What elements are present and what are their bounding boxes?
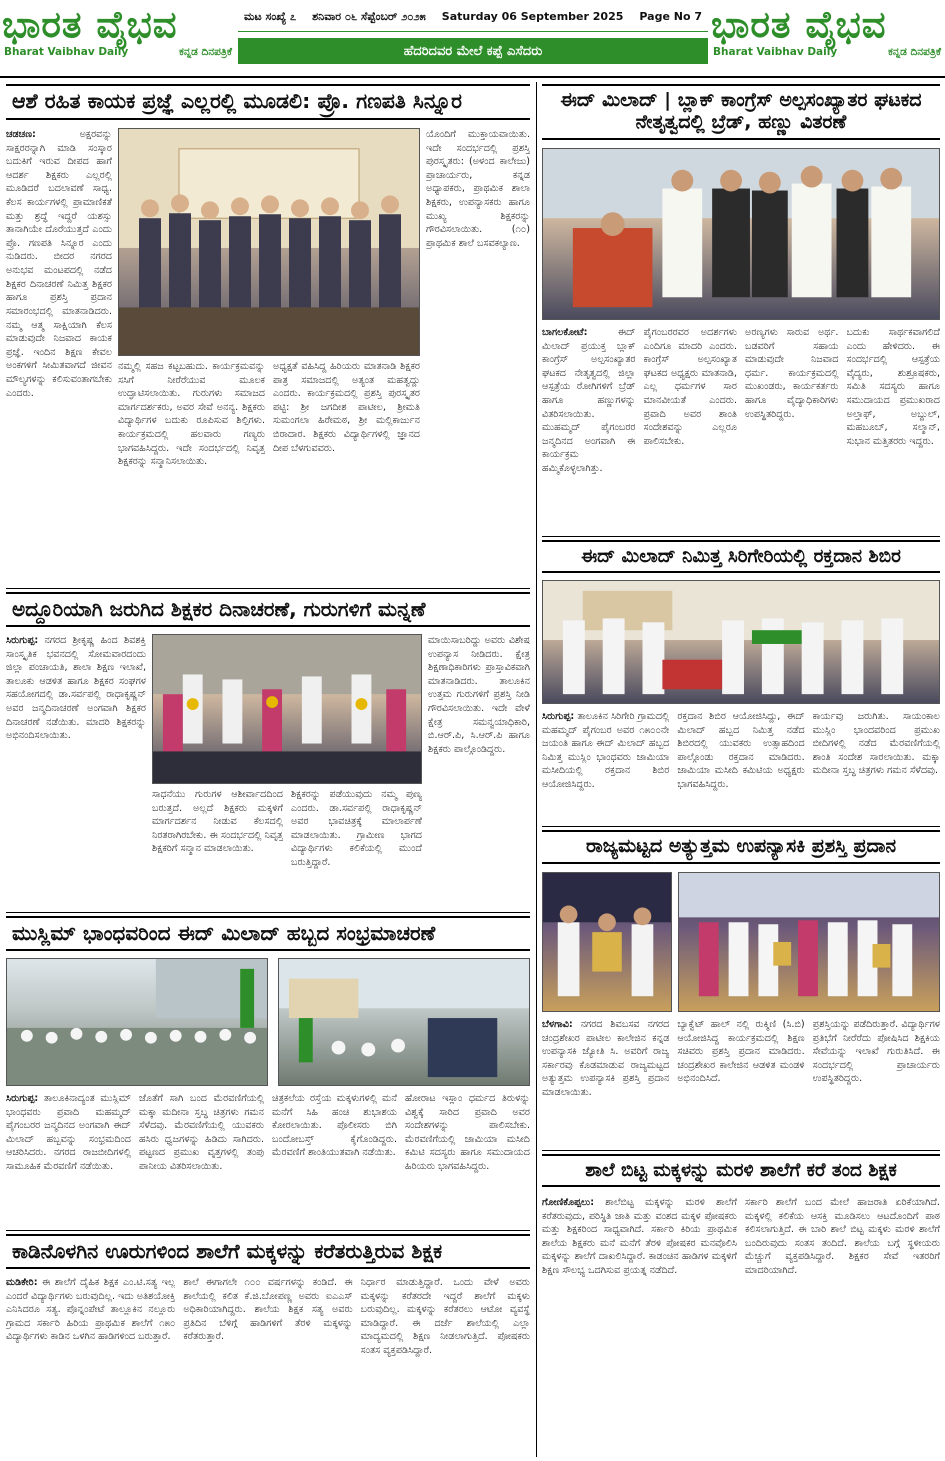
logo-english: Bharat Vaibhav Daily <box>4 46 129 58</box>
divider <box>542 536 940 537</box>
dateline: ಸಿರುಗುಪ್ಪ: <box>542 711 575 722</box>
logo-left <box>2 2 234 72</box>
body-text: ಅರಣ್ಯಗಳು ಸಾರುವ ಅರ್ಥ. ಬಡವರಿಗೆ ಸಹಾಯ ಮಾಡುವುದೇ ನಿಜವಾದ ಧರ್ಮ. ಕಾರ್ಯಕ್ರಮದಲ್ಲಿ ಮುಖಂಡರು, ಕಾರ್ಯಕರ್ತರು ಹಾಗೂ ವೈದ್ಯಾಧಿಕಾರಿಗಳು ಉಪಸ್ಥಿತರಿದ್ದರು. <box>745 327 839 420</box>
body-text: ಮಾಯಿಸಾಬರಿದ್ದು ಅವರು ವಿಶೇಷ ಉಪನ್ಯಾಸ ನೀಡಿದರು. ಕ್ಷೇತ್ರ ಶಿಕ್ಷಣಾಧಿಕಾರಿಗಳು ಪ್ರಾಸ್ತಾವಿಕವಾಗಿ ಮಾತನಾಡಿದರು. ತಾಲೂಕಿನ ಉತ್ತಮ ಗುರುಗಳಿಗೆ ಪ್ರಶಸ್ತಿ ನೀಡಿ ಗೌರವಿಸಲಾಯಿತು. ಇದೇ ವೇಳೆ ಕ್ಷೇತ್ರ ಸಮನ್ವಯಾಧಿಕಾರಿ, ಬಿ.ಆರ್.ಪಿ, ಸಿ.ಆರ್.ಪಿ ಹಾಗೂ ಶಿಕ್ಷಕರು ಪಾಲ್ಗೊಂಡಿದ್ದರು. <box>428 635 530 755</box>
body-text: ಚಿತ್ರಕಲೆಯ ರಸ್ತೆಯ ಮಕ್ಕಳುಗಳಲ್ಲಿ ಮನೆ ಮನೆಗೆ ಸಿಹಿ ಹಂಚಿ ಶುಭಾಶಯ ಕೋರಲಾಯಿತು. ಪೊಲೀಸರು ಬಿಗಿ ಬಂದೋಬಸ್ತ್ ಕೈಗೊಂಡಿದ್ದರು. ಮೆರವಣಿಗೆ ಶಾಂತಿಯುತವಾಗಿ ನಡೆಯಿತು. <box>272 1093 397 1159</box>
body-text: ಕಾರ್ಯವು ಜರುಗಿತು. ಸಾಯಂಕಾಲ ಮುಸ್ಲಿಂ ಭಾಂದವರಿಂದ ಪ್ರಮುಖ ಬೀದಿಗಳಲ್ಲಿ ನಡೆದ ಮೆರವಣಿಗೆಯಲ್ಲಿ ಶಾಂತಿ ಸಂದೇಶ ಸಾರಲಾಯಿತು. ಮಕ್ಕಾ ಮದೀನಾ ಸ್ತಬ್ಧ ಚಿತ್ರಗಳು ಗಮನ ಸೆಳೆದವು. <box>812 711 940 777</box>
headline: ಅದ್ದೂರಿಯಾಗಿ ಜರುಗಿದ ಶಿಕ್ಷಕರ ದಿನಾಚರಣೆ, ಗುರುಗಳಿಗೆ ಮನ್ನಣೆ <box>6 592 530 627</box>
divider <box>6 912 530 913</box>
photo-blood-donation <box>542 580 940 704</box>
body-text: ನಗರದ ಶಿವಬಸವ ನಗರದ ಚಂದ್ರಶೇಖರ ಪಾಟೀಲ ಕಾಲೇಜಿನ ಕನ್ನಡ ಉಪನ್ಯಾಸಕಿ ಜ್ಯೋತಿ ಸಿ. ಅವರಿಗೆ ರಾಜ್ಯ ಸರ್ಕಾರವು ಕೊಡಮಾಡುವ ರಾಜ್ಯಮಟ್ಟದ ಅತ್ಯುತ್ತಮ ಉಪನ್ಯಾಸಕಿ ಪ್ರಶಸ್ತಿ ಪ್ರದಾನ ಮಾಡಲಾಯಿತು. <box>542 1019 670 1099</box>
page-number: Page No 7 <box>639 10 702 23</box>
body-text: ರಕ್ತದಾನ ಶಿಬಿರ ಆಯೋಜಿಸಿದ್ದು, ಈದ್ ಮಿಲಾದ್ ಹಬ್ಬದ ನಿಮಿತ್ತ ನಡೆದ ಶಿಬಿರದಲ್ಲಿ ಯುವಕರು ಉತ್ಸಾಹದಿಂದ ಪಾಲ್ಗೊಂಡು ರಕ್ತದಾನ ಮಾಡಿದರು. ಜಾಮಿಯಾ ಮಸೀದಿ ಕಮಿಟಿಯ ಅಧ್ಯಕ್ಷರು ಭಾಗವಹಿಸಿದ್ದರು. <box>677 711 805 791</box>
headline: ಆಶೆ ರಹಿತ ಕಾಯಕ ಪ್ರಜ್ಞೆ ಎಲ್ಲರಲ್ಲಿ ಮೂಡಲಿ: ಪ್ರೊ. ಗಣಪತಿ ಸಿನ್ನೂರ <box>6 84 530 120</box>
divider <box>6 588 530 589</box>
logo-title: ಭಾರತ ವೈಭವ <box>2 2 178 46</box>
date-english: Saturday 06 September 2025 <box>441 10 624 23</box>
logo-kannada-sub: ಕನ್ನಡ ದಿನಪತ್ರಿಕೆ <box>888 46 941 58</box>
body-text: ನಮ್ಮಲ್ಲಿ ಸಹಜ ಕಟ್ಟಬಹುದು. ಕಾರ್ಯಕ್ರಮವನ್ನು ಸಸಿಗೆ ನೀರೆರೆಯುವ ಮೂಲಕ ಉದ್ಘಾಟಿಸಲಾಯಿತು. ಗುರುಗಳು ಸಮಾಜದ ಮಾರ್ಗದರ್ಶಕರು, ಅವರ ಸೇವೆ ಅನನ್ಯ. ಶಿಕ್ಷಕರು ವಿದ್ಯಾರ್ಥಿಗಳ ಬದುಕು ರೂಪಿಸುವ ಶಿಲ್ಪಿಗಳು. ಕಾರ್ಯಕ್ರಮದಲ್ಲಿ ಹಲವಾರು ಗಣ್ಯರು ಭಾಗವಹಿಸಿದ್ದರು. ಇದೇ ಸಂದರ್ಭದಲ್ಲಿ ನಿವೃತ್ತ ಶಿಕ್ಷಕರನ್ನು ಸನ್ಮಾನಿಸಲಾಯಿತು. <box>118 361 265 468</box>
article-teachers-sinnur <box>6 84 530 584</box>
masthead <box>0 0 945 74</box>
body-text: ಬ್ಯಾಕ್ವೆಟ್ ಹಾಲ್ ನಲ್ಲಿ ರುಕ್ಮಿಣಿ (ಸಿ.ಬಿ) ಆಯೋಜಿಸಿದ್ದ ಕಾರ್ಯಕ್ರಮದಲ್ಲಿ ಶಿಕ್ಷಣ ಸಚಿವರು ಪ್ರಶಸ್ತಿ ಪ್ರದಾನ ಮಾಡಿದರು. ಚಂದ್ರಶೇಖರ ಕಾಲೇಜಿನ ಆಡಳಿತ ಮಂಡಳಿ ಅಭಿನಂದಿಸಿದೆ. <box>677 1019 805 1085</box>
issue-number: ಮಟ ಸಂಖ್ಯೆ ೭ <box>244 9 297 23</box>
body-text: ಅಧ್ಯಕ್ಷತೆ ವಹಿಸಿದ್ದ ಹಿರಿಯರು ಮಾತನಾಡಿ ಶಿಕ್ಷಕರ ಪಾತ್ರ ಸಮಾಜದಲ್ಲಿ ಅತ್ಯಂತ ಮಹತ್ವದ್ದು ಎಂದರು. ಕಾರ್ಯಕ್ರಮದಲ್ಲಿ ಪ್ರಶಸ್ತಿ ಪುರಸ್ಕೃತರ ಪಟ್ಟಿ: ಶ್ರೀ ಜಗದೀಶ ಪಾಟೀಲ, ಶ್ರೀಮತಿ ಸುಮಂಗಲಾ ಹಿರೇಮಠ, ಶ್ರೀ ಮಲ್ಲಿಕಾರ್ಜುನ ಬಿರಾದಾರ. ಶಿಕ್ಷಕರು ವಿದ್ಯಾರ್ಥಿಗಳಲ್ಲಿ ಜ್ಞಾನದ ದೀಪ ಬೆಳಗುವವರು. <box>273 361 420 454</box>
dateline: ಚಡಚಣ: <box>6 129 36 140</box>
dateline: ಗೋಣಿಕೊಪ್ಪಲು: <box>542 1197 595 1208</box>
body-text: ಅಕ್ಷರವನ್ನು ಸಾಕ್ಷರರನ್ನಾಗಿ ಮಾಡಿ ಸಂಸ್ಕಾರ ಬದುಕಿಗೆ ಇರುವ ದೀಪದ ಹಾಗೆ ಆದರ್ಶ ಶಿಕ್ಷಕರು ಎಲ್ಲರಲ್ಲಿ ಮೂಡಿದರೆ ಬದಲಾವಣೆ ಸಾಧ್ಯ. ಕೆಲಸ ಕಾರ್ಯಗಳಲ್ಲಿ ಪ್ರಾಮಾಣಿಕತೆ ಮತ್ತು ಶ್ರದ್ಧೆ ಇದ್ದರೆ ಯಶಸ್ಸು ತಾನಾಗಿಯೇ ದೊರೆಯುತ್ತದೆ ಎಂದು ಪ್ರೊ. ಗಣಪತಿ ಸಿನ್ನೂರ ಎಂದು ನುಡಿದರು. ಬೀದರ ನಗರದ ಅನುಭವ ಮಂಟಪದಲ್ಲಿ ನಡೆದ ಶಿಕ್ಷಕರ ದಿನಾಚರಣೆ ನಿಮಿತ್ತ ಶಿಕ್ಷಕರ ಹಾಗೂ ಪ್ರಶಸ್ತಿ ಪ್ರದಾನ ಸಮಾರಂಭದಲ್ಲಿ ಮಾತನಾಡಿದರು. ನಮ್ಮ ಆತ್ಮ ಸಾಕ್ಷಿಯಾಗಿ ಕೆಲಸ ಮಾಡುವುದೇ ನಿಜವಾದ ಕಾಯಕ ಪ್ರಜ್ಞೆ. ಇಂದಿನ ಶಿಕ್ಷಣ ಕೇವಲ ಅಂಕಗಳಿಗೆ ಸೀಮಿತವಾಗದೆ ಜೀವನ ಮೌಲ್ಯಗಳನ್ನು ಕಲಿಸುವಂತಾಗಬೇಕು ಎಂದರು. <box>6 129 112 399</box>
headline: ಈದ್ ಮಿಲಾದ್ | ಬ್ಲಾಕ್ ಕಾಂಗ್ರೆಸ್ ಅಲ್ಪಸಂಖ್ಯಾತರ ಘಟಕದ ನೇತೃತ್ವದಲ್ಲಿ ಬ್ರೆಡ್, ಹಣ್ಣು ವಿತರಣೆ <box>542 84 940 140</box>
headline: ಕಾಡಿನೊಳಗಿನ ಊರುಗಳಿಂದ ಶಾಲೆಗೆ ಮಕ್ಕಳನ್ನು ಕರೆತರುತ್ತಿರುವ ಶಿಕ್ಷಕ <box>6 1234 530 1269</box>
body-text: ಜೊತೆಗೆ ಸಾಗಿ ಬಂದ ಮೆರವಣಿಗೆಯಲ್ಲಿ ಮಕ್ಕಾ ಮದೀನಾ ಸ್ತಬ್ಧ ಚಿತ್ರಗಳು ಗಮನ ಸೆಳೆದವು. ಮೆರವಣಿಗೆಯಲ್ಲಿ ಯುವಕರು ಹಸಿರು ಧ್ವಜಗಳನ್ನು ಹಿಡಿದು ಸಾಗಿದರು. ಪಟ್ಟಣದ ಪ್ರಮುಖ ವೃತ್ತಗಳಲ್ಲಿ ತಂಪು ಪಾನೀಯ ವಿತರಿಸಲಾಯಿತು. <box>139 1093 264 1173</box>
divider <box>542 826 940 827</box>
body-text: ಪ್ರಶಸ್ತಿಯನ್ನು ಪಡೆದಿರುತ್ತಾರೆ. ವಿದ್ಯಾರ್ಥಿಗಳ ಪ್ರತಿಭೆಗೆ ನೀರೆರೆದು ಪೋಷಿಸಿದ ಶಿಕ್ಷಕಿಯ ಸೇವೆಯನ್ನು ಇಲಾಖೆ ಗುರುತಿಸಿದೆ. ಈ ಸಂದರ್ಭದಲ್ಲಿ ಪ್ರಾಚಾರ್ಯರು ಉಪಸ್ಥಿತರಿದ್ದರು. <box>812 1019 940 1085</box>
body-text: ನಗರದ ಶ್ರೀಕೃಷ್ಣ ಹಿಂದ ಶಿವಶಕ್ತಿ ಸಾಂಸ್ಕೃತಿಕ ಭವನದಲ್ಲಿ ಸೋಮವಾರದಂದು ಜಿಲ್ಲಾ ಪಂಚಾಯತಿ, ಶಾಲಾ ಶಿಕ್ಷಣ ಇಲಾಖೆ, ತಾಲೂಕು ಆಡಳಿತ ಹಾಗೂ ಶಿಕ್ಷಕರ ಸಂಘಗಳ ಸಹಯೋಗದಲ್ಲಿ ಡಾ.ಸರ್ವಪಲ್ಲಿ ರಾಧಾಕೃಷ್ಣನ್ ಅವರ ಜನ್ಮದಿನಾಚರಣೆ ಅಂಗವಾಗಿ ಶಿಕ್ಷಕರ ದಿನಾಚರಣೆ ನಡೆಯಿತು. ಮಾದರಿ ಶಿಕ್ಷಕರನ್ನು ಅಭಿನಂದಿಸಲಾಯಿತು. <box>6 635 146 742</box>
article-dropout-children <box>542 1154 940 1456</box>
logo-title: ಭಾರತ ವೈಭವ <box>711 2 887 46</box>
body-text: ಪೈಗಂಬರರವರ ಅದರ್ಶಗಳು ಎಂದಿಗೂ ಮಾದರಿ ಎಂದರು. ಕಾಂಗ್ರೆಸ್ ಅಲ್ಪಸಂಖ್ಯಾತ ಘಟಕದ ಅಧ್ಯಕ್ಷರು ಮಾತನಾಡಿ, ಎಲ್ಲ ಧರ್ಮಗಳ ಸಾರ ಮಾನವೀಯತೆ ಎಂದರು. ಪ್ರವಾದಿ ಅವರ ಶಾಂತಿ ಸಂದೇಶವನ್ನು ಎಲ್ಲರೂ ಪಾಲಿಸಬೇಕು. <box>643 327 737 447</box>
logo-right <box>711 2 943 72</box>
photo-stage-felicitation <box>118 128 420 356</box>
headline: ಈದ್ ಮಿಲಾದ್ ನಿಮಿತ್ತ ಸಿರಿಗೇರಿಯಲ್ಲಿ ರಕ್ತದಾನ ಶಿಬಿರ <box>542 540 940 573</box>
dateline: ಬಾಗಲಕೋಟೆ: <box>542 327 588 338</box>
body-text: ಶಿಕ್ಷಕರನ್ನು ಪಡೆಯುವುದು ನಮ್ಮ ಪುಣ್ಯ ಎಂದರು. ಡಾ.ಸರ್ವಪಲ್ಲಿ ರಾಧಾಕೃಷ್ಣನ್ ಅವರ ಭಾವಚಿತ್ರಕ್ಕೆ ಮಾಲಾರ್ಪಣೆ ಮಾಡಲಾಯಿತು. ಗ್ರಾಮೀಣ ಭಾಗದ ವಿದ್ಯಾರ್ಥಿಗಳು ಕಲಿಕೆಯಲ್ಲಿ ಮುಂದೆ ಬರುತ್ತಿದ್ದಾರೆ. <box>291 789 422 869</box>
headline: ಮುಸ್ಲಿಮ್ ಭಾಂಧವರಿಂದ ಈದ್ ಮಿಲಾದ್ ಹಬ್ಬದ ಸಂಭ್ರಮಾಚರಣೆ <box>6 916 530 951</box>
divider <box>6 1230 530 1231</box>
body-text: ಹೋರಾಟ ಇಸ್ಲಾಂ ಧರ್ಮದ ತಿರುಳನ್ನು ವಿಶ್ವಕ್ಕೆ ಸಾರಿದ ಪ್ರವಾದಿ ಅವರ ಸಂದೇಶಗಳನ್ನು ಪಾಲಿಸಬೇಕು. ಮೆರವಣಿಗೆಯಲ್ಲಿ ಜಾಮಿಯಾ ಮಸೀದಿ ಕಮಿಟಿ ಸದಸ್ಯರು ಹಾಗೂ ಸಮುದಾಯದ ಹಿರಿಯರು ಭಾಗವಹಿಸಿದ್ದರು. <box>405 1093 530 1173</box>
photo-hospital-distribution <box>542 148 940 320</box>
body-text: ಈದ್ ಮಿಲಾದ್ ಪ್ರಯುಕ್ತ ಬ್ಲಾಕ್ ಕಾಂಗ್ರೆಸ್ ಅಲ್ಪಸಂಖ್ಯಾತರ ಘಟಕದ ನೇತೃತ್ವದಲ್ಲಿ ಜಿಲ್ಲಾ ಆಸ್ಪತ್ರೆಯ ರೋಗಿಗಳಿಗೆ ಬ್ರೆಡ್ ಹಾಗೂ ಹಣ್ಣುಗಳನ್ನು ವಿತರಿಸಲಾಯಿತು. ಮುಹಮ್ಮದ್ ಪೈಗಂಬರರ ಜನ್ಮದಿನದ ಅಂಗವಾಗಿ ಈ ಕಾರ್ಯಕ್ರಮ ಹಮ್ಮಿಕೊಳ್ಳಲಾಗಿತ್ತು. <box>542 327 636 475</box>
article-forest-school <box>6 1234 530 1456</box>
body-text: ತಾಲೂಕಿನ ಸಿರಿಗೇರಿ ಗ್ರಾಮದಲ್ಲಿ ಮಹಮ್ಮದ್ ಪೈಗಂಬರ ಅವರ ೧೫೦೦ನೇ ಜಯಂತಿ ಹಾಗೂ ಈದ್ ಮಿಲಾದ್ ಹಬ್ಬದ ನಿಮಿತ್ತ ಮುಸ್ಲಿಂ ಭಾಂಧವರು ಜಾಮಿಯಾ ಮಸೀದಿಯಲ್ಲಿ ರಕ್ತದಾನ ಶಿಬಿರ ಆಯೋಜಿಸಿದ್ದರು. <box>542 711 670 791</box>
date-kannada: ಶನಿವಾರ ೦೬ ಸೆಪ್ಟೆಂಬರ್ ೨೦೨೫ <box>312 9 426 23</box>
logo-english: Bharat Vaibhav Daily <box>713 46 838 58</box>
article-teachers-day <box>6 592 530 910</box>
body-text: ಸರ್ಕಾರಿ ಶಾಲೆಗೆ ಬಂದ ಮೇಲೆ ಹಾಜರಾತಿ ಏರಿಕೆಯಾಗಿದೆ. ಮಕ್ಕಳಲ್ಲಿ ಕಲಿಕೆಯ ಆಸಕ್ತಿ ಮೂಡಿಸಲು ಆಟದೊಂದಿಗೆ ಪಾಠ ಕಲಿಸಲಾಗುತ್ತಿದೆ. ಈ ಬಾರಿ ಶಾಲೆ ಬಿಟ್ಟ ಮಕ್ಕಳು ಮರಳಿ ಶಾಲೆಗೆ ಬಂದಿರುವುದು ಸಂತಸ ತಂದಿದೆ. ಶಾಲೆಯ ಬಗ್ಗೆ ಸ್ಥಳೀಯರು ಮೆಚ್ಚುಗೆ ವ್ಯಕ್ತಪಡಿಸಿದ್ದಾರೆ. ಶಿಕ್ಷಕರ ಸೇವೆ ಇತರರಿಗೆ ಮಾದರಿಯಾಗಿದೆ. <box>745 1197 940 1277</box>
photo-procession-float <box>278 958 530 1086</box>
article-blood-donation <box>542 540 940 824</box>
masthead-rule <box>0 76 945 78</box>
photo-award-left <box>542 872 672 1012</box>
logo-kannada-sub: ಕನ್ನಡ ದಿನಪತ್ರಿಕೆ <box>179 46 232 58</box>
body-text: ನಿರ್ಧಾರ ಮಾಡುತ್ತಿದ್ದಾರೆ. ಒಂದು ವೇಳೆ ಅವರು ಮಕ್ಕಳನ್ನು ಕರೆತರದೇ ಇದ್ದರೆ ಶಾಲೆಗೆ ಮಕ್ಕಳು ಬರುವುದಿಲ್ಲ. ಮಕ್ಕಳನ್ನು ಕರೆತರಲು ಆಟೋ ವ್ಯವಸ್ಥೆ ಮಾಡಿದ್ದಾರೆ. ಈ ದರ್ಜೆ ಶಾಲೆಯಲ್ಲಿ ಎಲ್ಲಾ ಮಾದ್ಯಮದಲ್ಲಿ ಶಿಕ್ಷಣ ನೀಡಲಾಗುತ್ತಿದೆ. ಪೋಷಕರು ಸಂತಸ ವ್ಯಕ್ತಪಡಿಸಿದ್ದಾರೆ. <box>360 1277 530 1357</box>
tagline: ಹೆದರಿದವರ ಮೇಲೆ ಕಪ್ಪೆ ಎಸೆದರು <box>238 38 708 64</box>
dateline: ಸಿರುಗುಪ್ಪ: <box>6 1093 39 1104</box>
headline: ರಾಜ್ಯಮಟ್ಟದ ಅತ್ಯುತ್ತಮ ಉಪನ್ಯಾಸಕಿ ಪ್ರಶಸ್ತಿ ಪ್ರದಾನ <box>542 830 940 864</box>
body-text: ಶಾಲೆಬಿಟ್ಟ ಮಕ್ಕಳನ್ನು ಮರಳಿ ಶಾಲೆಗೆ ಕರೆತರುವುದು, ಪರಿಸ್ಥಿತಿ ಜಾತಿ ಮತ್ತು ವಂಶದ ಮಕ್ಕಳ ಪೋಷಕರು ಮತ್ತು ಶಿಕ್ಷಕರಿಂದ ಸಾಧ್ಯವಾಗಿದೆ. ಸರ್ಕಾರಿ ಕಿರಿಯ ಪ್ರಾಥಮಿಕ ಶಾಲೆಯ ಶಿಕ್ಷಕರು ಮನೆ ಮನೆಗೆ ತೆರಳಿ ಪೋಷಕರ ಮನವೊಲಿಸಿ ಮಕ್ಕಳನ್ನು ಶಾಲೆಗೆ ದಾಖಲಿಸಿದ್ದಾರೆ. ಕಾಡಂಚಿನ ಹಾಡಿಗಳ ಮಕ್ಕಳಿಗೆ ಶಿಕ್ಷಣ ಸೌಲಭ್ಯ ಒದಗಿಸುವ ಪ್ರಯತ್ನ ನಡೆದಿದೆ. <box>542 1197 737 1277</box>
dateline: ಮಡಿಕೇರಿ: <box>6 1277 38 1288</box>
masthead-info <box>238 2 708 72</box>
column-divider <box>536 82 537 1457</box>
body-text: ಈ ಶಾಲೆಗೆ ದೈಹಿಕ ಶಿಕ್ಷಕ ಎಂ.ಟಿ.ಸತ್ಯ ಇಲ್ಲ ಎಂದರೆ ವಿದ್ಯಾರ್ಥಿಗಳು ಬರುವುದಿಲ್ಲ. ಇದು ಅತಿಶಯೋಕ್ತಿ ಎನಿಸಿದರೂ ಸತ್ಯ. ಪೊನ್ನಂಪೇಟೆ ತಾಲ್ಲೂಕಿನ ನಲ್ಲೂರು ಗ್ರಾಮದ ಸರ್ಕಾರಿ ಹಿರಿಯ ಪ್ರಾಥಮಿಕ ಶಾಲೆಗೆ ೧೫೦ ವಿದ್ಯಾರ್ಥಿಗಳು ಕಾಡಿನ ಒಳಗಿನ ಹಾಡಿಗಳಿಂದ ಬರುತ್ತಾರೆ. <box>6 1277 176 1343</box>
photo-teachers-day <box>152 634 422 784</box>
body-text: ಶಾಲೆ ಈಗಾಗಲೇ ೧೦೦ ವರ್ಷಗಳನ್ನು ಕಂಡಿದೆ. ಈ ಶಾಲೆಯಲ್ಲಿ ಕಲಿತ ಕೆ.ಜಿ.ಬೋಪಣ್ಣ ಅವರು ಐಎಎಸ್ ಅಧಿಕಾರಿಯಾಗಿದ್ದರು. ಶಾಲೆಯ ಶಿಕ್ಷಕ ಸತ್ಯ ಅವರು ಪ್ರತಿದಿನ ಬೆಳಿಗ್ಗೆ ಹಾಡಿಗಳಿಗೆ ತೆರಳಿ ಮಕ್ಕಳನ್ನು ಕರೆತರುತ್ತಾರೆ. <box>183 1277 353 1343</box>
article-lecturer-award <box>542 830 940 1148</box>
headline: ಶಾಲೆ ಬಿಟ್ಟ ಮಕ್ಕಳನ್ನು ಮರಳಿ ಶಾಲೆಗೆ ಕರೆ ತಂದ ಶಿಕ್ಷಕ <box>542 1154 940 1187</box>
body-text: ಬದುಕು ಸಾರ್ಥಕವಾಗಲಿದೆ ಎಂದು ಹೇಳಿದರು. ಈ ಸಂದರ್ಭದಲ್ಲಿ ಆಸ್ಪತ್ರೆಯ ವೈದ್ಯರು, ಶುಶ್ರೂಷಕರು, ಸಮಿತಿ ಸದಸ್ಯರು ಹಾಗೂ ಸಮುದಾಯದ ಪ್ರಮುಖರಾದ ಅಲ್ತಾಫ್, ಅಬ್ದುಲ್, ಮಹಬೂಬ್, ಸಲ್ಮಾನ್, ಸುಭಾನ ಮತ್ತಿತರರು ಇದ್ದರು. <box>846 327 940 447</box>
photo-procession-crowd <box>6 958 268 1086</box>
dateline: ಸಿರುಗುಪ್ಪ: <box>6 635 39 646</box>
photo-award-group <box>678 872 940 1012</box>
article-eid-procession <box>6 916 530 1226</box>
body-text: ಸಾಧನೆಯು ಗುರುಗಳ ಆಶೀರ್ವಾದದಿಂದ ಬರುತ್ತದೆ. ಅಲ್ಲದೆ ಶಿಕ್ಷಕರು ಮಕ್ಕಳಿಗೆ ಮಾರ್ಗದರ್ಶನ ನೀಡುವ ಕೆಲಸದಲ್ಲಿ ನಿರತರಾಗಿರಬೇಕು. ಈ ಸಂದರ್ಭದಲ್ಲಿ ನಿವೃತ್ತ ಶಿಕ್ಷಕರಿಗೆ ಸನ್ಮಾನ ಮಾಡಲಾಯಿತು. <box>152 789 283 855</box>
article-bread-distribution <box>542 84 940 534</box>
body-text: ಯೊಂದಿಗೆ ಮುಕ್ತಾಯವಾಯಿತು. ಇದೇ ಸಂದರ್ಭದಲ್ಲಿ ಪ್ರಶಸ್ತಿ ಪುರಸ್ಕೃತರು: (ಅಳಂದ ಕಾಲೇಜು) ಪ್ರಾಚಾರ್ಯರು, ಕನ್ನಡ ಅಧ್ಯಾಪಕರು, ಪ್ರಾಥಮಿಕ ಶಾಲಾ ಶಿಕ್ಷಕರು, ಉಪನ್ಯಾಸಕರು ಹಾಗೂ ಮುಖ್ಯ ಶಿಕ್ಷಕರನ್ನು ಗೌರವಿಸಲಾಯಿತು. (೧೦) ಪ್ರಾಥಮಿಕ ಶಾಲೆ ಬಸವಕಲ್ಯಾಣ. <box>426 129 530 249</box>
dateline: ಬೆಳಗಾವಿ: <box>542 1019 573 1030</box>
body-text: ತಾಲೂಕಿನಾದ್ಯಂತ ಮುಸ್ಲಿಮ್ ಭಾಂಧವರು ಪ್ರವಾದಿ ಮಹಮ್ಮದ್ ಪೈಗಂಬರರ ಜನ್ಮದಿನದ ಅಂಗವಾಗಿ ಈದ್ ಮಿಲಾದ್ ಹಬ್ಬವನ್ನು ಸಂಭ್ರಮದಿಂದ ಆಚರಿಸಿದರು. ನಗರದ ರಾಜಬೀದಿಗಳಲ್ಲಿ ಸಾಮೂಹಿಕ ಮೆರವಣಿಗೆ ನಡೆಯಿತು. <box>6 1093 131 1173</box>
divider <box>542 1150 940 1151</box>
